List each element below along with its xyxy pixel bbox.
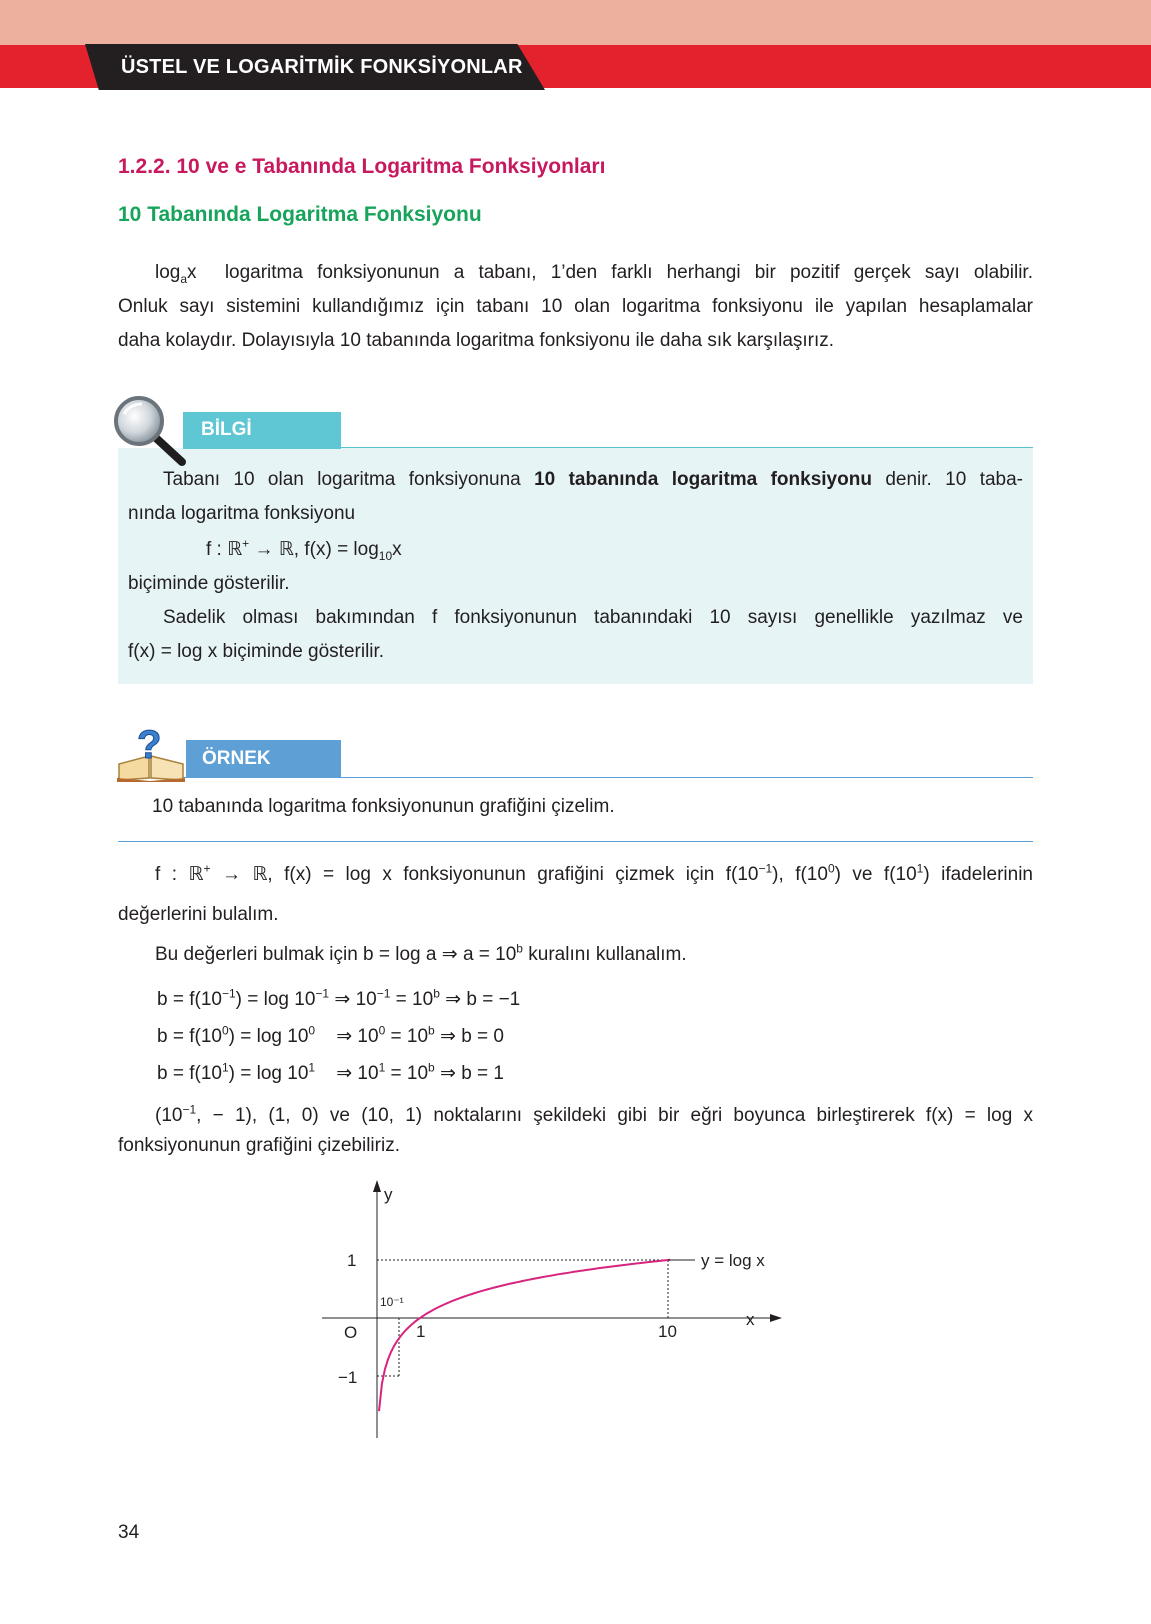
sol-l1-e2: 0 [827,861,835,876]
eq1-e3: −1 [376,986,391,1001]
section-title: 1.2.2. 10 ve e Tabanında Logaritma Fonksiyonları [118,155,606,178]
eq1-e2: −1 [315,986,330,1001]
var-x: x [187,262,197,283]
info-p3-rest: biçiminde gösterilir. [217,641,385,662]
sol-l4-b: , − 1), (1, 0) ve (10, 1) noktalarını şekildeki gibi bir eğri boyunca birleştirerek f(x) = log x [196,1105,1033,1126]
chapter-title: ÜSTEL VE LOGARİTMİK FONKSİYONLAR [121,56,523,78]
svg-text:?: ? [137,723,162,767]
info-p1-line2: nında logaritma fonksiyonu [128,503,356,524]
eq2-a: b = f(10 [157,1026,222,1047]
eq1-e1: −1 [221,986,236,1001]
info-content [128,463,1023,669]
log-text: log [155,262,181,283]
example-label: ÖRNEK [202,748,271,769]
tick-y-1: 1 [347,1251,357,1270]
eq1-c: ⇒ 10 [329,989,377,1010]
solution-line-3 [118,938,1033,972]
origin-label: O [344,1323,358,1342]
eq1-a: b = f(10 [157,989,222,1010]
solution-line-2: değerlerini bulalım. [118,904,279,925]
eq2-f: ⇒ b = 0 [434,1026,504,1047]
eq1-e4: b [433,986,440,1001]
eq3-d: = 10 [385,1063,429,1084]
eq3-f: ⇒ b = 1 [434,1063,504,1084]
eq3-e3: 1 [378,1060,386,1075]
conclusion-line-1 [118,1099,1033,1133]
formula-base: 10 [378,548,393,563]
eq3-c: ⇒ 10 [330,1063,379,1084]
sol-l3-b: kuralını kullanalım. [522,944,687,965]
eq1-d: = 10 [390,989,434,1010]
intro-paragraph [118,256,1033,358]
magnifier-icon [112,396,188,468]
sol-l4-e: −1 [182,1102,197,1117]
eq1-f: ⇒ b = −1 [439,989,521,1010]
info-p1-bold: 10 tabanında logaritma fonksiyonu [534,469,872,490]
solution-line-1 [118,858,1033,892]
sol-l1-b: → ℝ, f(x) = log x fonksiyonunun grafiğini çizmek için f(10 [210,864,759,885]
tick-x-1: 1 [416,1322,426,1341]
y-axis-label: y [384,1185,393,1204]
intro-line-1 [118,256,1033,290]
log-graph [300,1170,800,1450]
info-p3-line2 [128,635,1023,669]
eq3-a: b = f(10 [157,1063,222,1084]
section-subtitle: 10 Tabanında Logaritma Fonksiyonu [118,203,482,226]
formula-x: x [392,539,402,560]
eq3-e2: 1 [308,1060,316,1075]
sol-l1-c: ), f(10 [772,864,828,885]
eq3-e4: b [428,1060,435,1075]
eq2-e3: 0 [378,1023,386,1038]
conclusion-line-2: fonksiyonunun grafiğini çizebiliriz. [118,1135,400,1156]
y-axis-arrow-icon [373,1180,381,1192]
book-question-icon [115,720,187,782]
eq3-e1: 1 [221,1060,229,1075]
eq3-b: ) = log 10 [228,1063,309,1084]
intro-line-3: daha kolaydır. Dolayısıyla 10 tabanında logaritma fonksiyonu ile daha sık karşılaşırız. [118,330,835,351]
example-rule-bottom [118,841,1033,842]
tick-y-neg1: −1 [338,1368,358,1387]
sol-l1-a: f : ℝ [155,864,204,885]
intro-line-2: Onluk sayı sistemini kullandığımız için tabanı 10 olan logaritma fonksiyonu ile yapılan hesaplamalar [118,296,1033,317]
info-p3-formula: f(x) = log x [128,641,218,662]
info-p1-start: Tabanı 10 olan logaritma fonksiyonuna [163,469,535,490]
info-p1 [128,463,1023,497]
formula-rest: → ℝ, f(x) = log [249,539,379,560]
equation-3 [157,1062,597,1085]
equation-2 [157,1025,597,1048]
eq2-e1: 0 [221,1023,229,1038]
sol-l1-f: ) ifadelerinin [923,864,1034,885]
eq2-b: ) = log 10 [228,1026,309,1047]
info-p1-end: denir. 10 taba- [871,469,1023,490]
solution-block [118,858,1033,972]
conclusion-paragraph [118,1099,1033,1163]
tick-x-01: 10⁻¹ [380,1295,404,1309]
sol-l1-e3: 1 [916,861,924,876]
sol-l1-d: ) ve f(10 [834,864,917,885]
intro-line-1-rest: logaritma fonksiyonunun a tabanı, 1’den farklı herhangi bir pozitif gerçek sayı olabilir. [224,262,1033,283]
info-p3-line1: Sadelik olması bakımından f fonksiyonunun tabanındaki 10 sayısı genellikle yazılmaz ve [163,607,1023,628]
sol-l1-e1: −1 [758,861,773,876]
sol-l3-exp: b [516,941,523,956]
curve-label: y = log x [701,1251,765,1270]
example-rule-top [118,777,1033,778]
example-question: 10 tabanında logaritma fonksiyonunun grafiğini çizelim. [152,796,615,817]
sol-l4-a: (10 [155,1105,183,1126]
eq2-d: = 10 [385,1026,429,1047]
page-number: 34 [118,1522,140,1543]
eq2-c: ⇒ 10 [330,1026,379,1047]
x-axis-arrow-icon [770,1314,782,1322]
x-axis-label: x [746,1310,755,1329]
equation-1 [157,988,597,1011]
sol-l1-plus: + [203,861,211,876]
eq2-e4: b [428,1023,435,1038]
info-label: BİLGİ [201,419,252,440]
eq2-e2: 0 [308,1023,316,1038]
eq1-b: ) = log 10 [235,989,316,1010]
info-p2: biçiminde gösterilir. [128,573,290,594]
sol-l3-a: Bu değerleri bulmak için b = log a ⇒ a = 10 [155,944,517,965]
info-formula [128,533,1023,567]
formula-plus: + [242,536,250,551]
formula-f: f : ℝ [206,539,243,560]
base-a: a [180,271,188,286]
tick-x-10: 10 [658,1322,677,1341]
